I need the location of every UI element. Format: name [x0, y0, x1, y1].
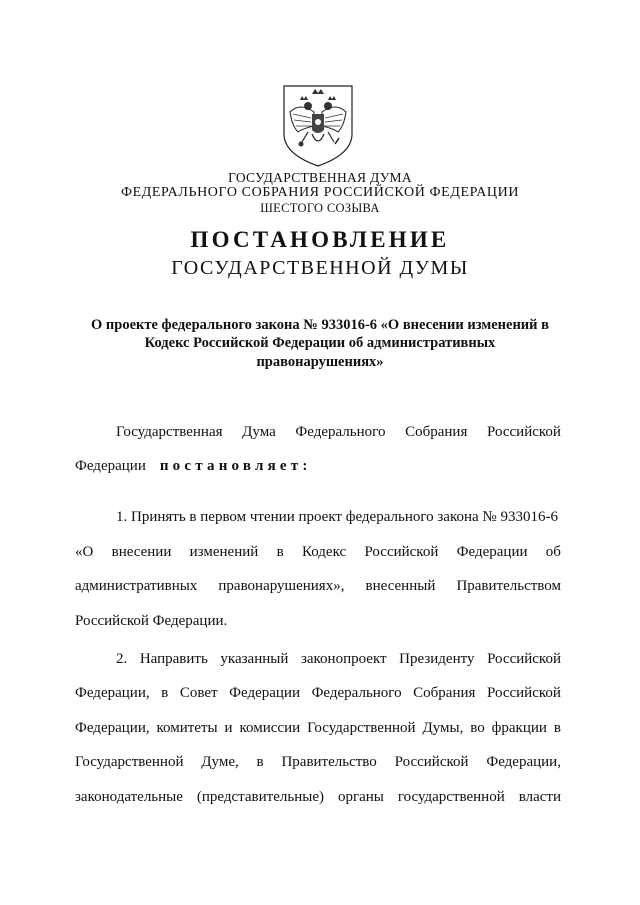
- word: в: [276, 544, 284, 560]
- word: во: [470, 720, 485, 736]
- item1-line: [75, 613, 561, 630]
- word: (представительные): [196, 789, 324, 805]
- institution-name-line: ГОСУДАРСТВЕННАЯ ДУМА: [228, 170, 412, 185]
- word: Федерации: [75, 458, 146, 474]
- word: изменений: [189, 544, 259, 560]
- word: правонарушениях»,: [218, 578, 345, 594]
- word: Федерации,: [486, 754, 561, 770]
- word: Федерации,: [75, 720, 150, 736]
- preamble-line: [75, 458, 561, 475]
- word: органы: [337, 789, 384, 805]
- subject-line: правонарушениях»: [256, 354, 384, 370]
- document-title: ПОСТАНОВЛЕНИЕ: [190, 227, 450, 252]
- word: и: [224, 720, 233, 736]
- item2-line: [75, 789, 561, 806]
- word: Правительство: [281, 754, 377, 770]
- word: комитеты: [156, 720, 218, 736]
- word: указанный: [220, 651, 289, 667]
- parliament-name-line: ФЕДЕРАЛЬНОГО СОБРАНИЯ РОССИЙСКОЙ ФЕДЕРАЦИИ: [120, 185, 520, 200]
- word: «О: [75, 544, 94, 560]
- item1-text: Российской Федерации.: [75, 613, 228, 629]
- preamble-line: [116, 424, 561, 441]
- convocation-line: ШЕСТОГО СОЗЫВА: [260, 201, 380, 215]
- word: Кодекс: [301, 544, 347, 560]
- coat-of-arms-emblem-icon: [278, 82, 358, 168]
- word: Собрания: [413, 685, 476, 701]
- word: Направить: [139, 651, 208, 667]
- word: законопроект: [300, 651, 387, 667]
- word: Совет: [179, 685, 218, 701]
- word: Государственная: [116, 424, 223, 440]
- word: государственной: [397, 789, 505, 805]
- word: Российской: [394, 754, 469, 770]
- item2-line: [116, 651, 561, 668]
- word: Федерального: [295, 424, 386, 440]
- item2-line: [75, 685, 561, 702]
- word: Российской: [487, 651, 561, 667]
- word: Государственной: [75, 754, 184, 770]
- word: Думы,: [422, 720, 464, 736]
- word: административных: [75, 578, 198, 594]
- word: в: [161, 685, 169, 701]
- word: комиссии: [239, 720, 301, 736]
- item1-line: [116, 509, 561, 526]
- word: в: [553, 720, 561, 736]
- item1-text: 1. Принять в первом чтении проект федерального закона № 933016-6: [116, 509, 558, 525]
- word: в: [256, 754, 264, 770]
- word: Федерации,: [75, 685, 150, 701]
- word: Российской: [364, 544, 439, 560]
- subject-line: Кодекс Российской Федерации об административных: [144, 335, 496, 351]
- word: Правительством: [456, 578, 561, 594]
- word: власти: [518, 789, 561, 805]
- resolution-keyword: постановляет:: [159, 458, 312, 474]
- word: законодательные: [75, 789, 183, 805]
- item2-line: [75, 720, 561, 737]
- item2-line: [75, 754, 561, 771]
- word: 2.: [116, 651, 128, 667]
- item1-line: [75, 578, 561, 595]
- word: Государственной: [307, 720, 416, 736]
- word: фракции: [491, 720, 547, 736]
- word: об: [545, 544, 561, 560]
- item1-line: [75, 544, 561, 561]
- word: внесенный: [365, 578, 436, 594]
- word: внесении: [111, 544, 172, 560]
- word: Федерации: [229, 685, 300, 701]
- subject-line: О проекте федерального закона № 933016-6 «О внесении изменений в: [91, 317, 549, 333]
- document-subtitle: ГОСУДАРСТВЕННОЙ ДУМЫ: [171, 257, 469, 279]
- word: Дума: [242, 424, 276, 440]
- word: Думе,: [201, 754, 239, 770]
- word: Российской: [487, 685, 561, 701]
- word: Собрания: [405, 424, 468, 440]
- word: Российской: [487, 424, 561, 440]
- word: Федерального: [311, 685, 402, 701]
- word: Президенту: [399, 651, 475, 667]
- word: Федерации: [456, 544, 528, 560]
